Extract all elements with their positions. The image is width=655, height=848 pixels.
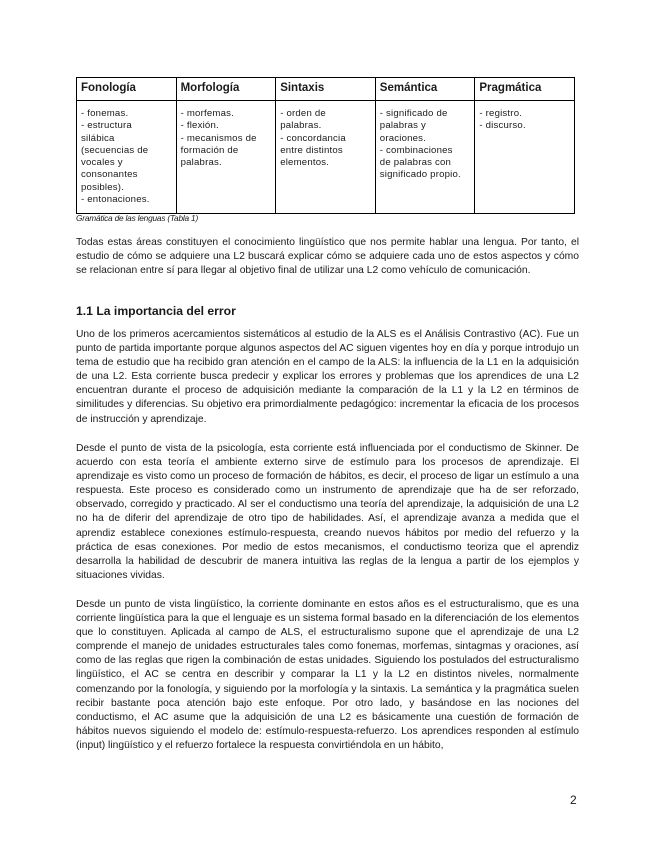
cell-fonologia (77, 101, 177, 214)
cell-line: palabras. (180, 157, 222, 169)
body-paragraph: Desde el punto de vista de la psicología, esta corriente está influenciada por el conductismo de Skinner. De acuerdo con esta teoría el ambiente externo sirve de estímulo para los procesos de aprendizaje. El aprendizaje es visto como un proceso de formación de hábitos, es decir, el proceso de ligar un estímulo a una respuesta. Este proceso es considerado como un instrumento de aprendizaje que ha de ser reforzado, observado, corregido y practicado. Al ser el conductismo una teoría del aprendizaje, la adquisición de una L2 no ha de diferir del aprendizaje de otro tipo de habilidades. Así, el aprendizaje avanza a medida que el aprendiz establece conexiones estímulo-respuesta, creando nuevos hábitos por medio del refuerzo y la práctica de esas conexiones. Por medio de estos mecanismos, el conductismo teoriza que el aprendiz desarrolla la habilidad de descubrir de manera intuitiva las reglas de la lengua a partir de los ejemplos y situaciones vividas. (76, 443, 579, 581)
header-semantica: Semántica (375, 78, 475, 101)
body-paragraph: Uno de los primeros acercamientos sistemáticos al estudio de la ALS es el Análisis Contrastivo (AC). Fue un punto de partida importante porque algunos aspectos del AC siguen vigentes hoy en día y porque introdujo un tema de estudio que ha recibido gran atención en el campo de la ALS: la influencia de la L1 en la adquisición de una L2. Esta corriente busca predecir y explicar los errores y problemas que los aprendices de una L2 encuentran durante el proceso de adquisición mediante la comparación de la L1 y la L2 en términos de similitudes y diferencias. Su objetivo era primordialmente pedagógico: incrementar la eficacia de los procesos de instrucción y aprendizaje. (76, 329, 579, 425)
cell-line: - entonaciones. (81, 194, 150, 206)
intro-paragraph: Todas estas áreas constituyen el conocimiento lingüístico que nos permite hablar una lengua. Por tanto, el estudio de cómo se adquiere una L2 buscará explicar cómo se adquiere cada uno de estos aspectos y cómo se relacionan entre sí para llegar al objetivo final de utilizar una L2 como vehículo de comunicación. (76, 237, 579, 277)
header-fonologia: Fonología (77, 78, 177, 101)
cell-line: vocales y (81, 157, 123, 169)
cell-line: - combinaciones (379, 144, 453, 156)
cell-line: elementos. (280, 157, 330, 169)
cell-line: (secuencias de (81, 144, 149, 156)
cell-line: - discurso. (479, 120, 526, 132)
cell-semantica (375, 101, 475, 214)
header-sintaxis: Sintaxis (276, 78, 376, 101)
cell-line: - mecanismos de (180, 132, 257, 144)
grammar-table (76, 77, 575, 214)
cell-line: - significado de (379, 108, 448, 119)
cell-line: - flexión. (180, 120, 219, 132)
page-number: 2 (570, 793, 577, 807)
cell-line: - registro. (479, 108, 523, 119)
table-caption: Gramática de las lenguas (Tabla 1) (76, 213, 199, 223)
cell-line: entre distintos (280, 144, 343, 156)
header-morfologia: Morfología (176, 78, 276, 101)
cell-line: palabras. (280, 120, 322, 132)
cell-line: palabras y (379, 120, 427, 132)
cell-line: - concordancia (280, 132, 346, 144)
cell-pragmatica (475, 101, 575, 214)
table-row (77, 101, 575, 214)
cell-line: oraciones. (379, 132, 427, 144)
cell-line: consonantes (81, 169, 138, 181)
cell-line: posibles). (81, 181, 125, 193)
cell-line: significado propio. (379, 169, 461, 181)
section-heading: 1.1 La importancia del error (76, 304, 236, 318)
cell-line: - estructura (81, 120, 132, 132)
cell-line: silábica (81, 132, 115, 144)
cell-line: - orden de (280, 108, 326, 119)
cell-line: formación de (180, 144, 239, 156)
table-header-row (77, 78, 575, 101)
cell-morfologia (176, 101, 276, 214)
cell-line: de palabras con (379, 157, 452, 169)
cell-sintaxis (276, 101, 376, 214)
cell-line: - fonemas. (81, 108, 129, 119)
cell-line: - morfemas. (180, 108, 234, 119)
header-pragmatica: Pragmática (475, 78, 575, 101)
body-paragraph: Desde un punto de vista lingüístico, la corriente dominante en estos años es el estructuralismo, que es una corriente lingüística para la que el lenguaje es un sistema formal basado en la diferenciación de los elementos que lo constituyen. Aplicada al campo de ALS, el estructuralismo supone que el aprendizaje de una L2 comprende el manejo de unidades estructurales tales como fonemas, morfemas, sintagmas y oraciones, así como de las reglas que rigen la combinación de estas unidades. Siguiendo los postulados del estructuralismo lingüístico, el AC se centra en describir y comparar la L1 y la L2 en distintos niveles, normalmente comenzando por la fonología, y siguiendo por la morfología y la sintaxis. La semántica y la pragmática suelen recibir bastante poca atención bajo este enfoque. Por otro lado, y basándose en las nociones del conductismo, el AC asume que la adquisición de una L2 es básicamente una cuestión de formación de hábitos nuevos siguiendo el modelo de: estímulo-respuesta-refuerzo. Los aprendices responden al estímulo (input) lingüístico y el refuerzo fortalece la respuesta convirtiéndola en un hábito, (76, 599, 579, 751)
